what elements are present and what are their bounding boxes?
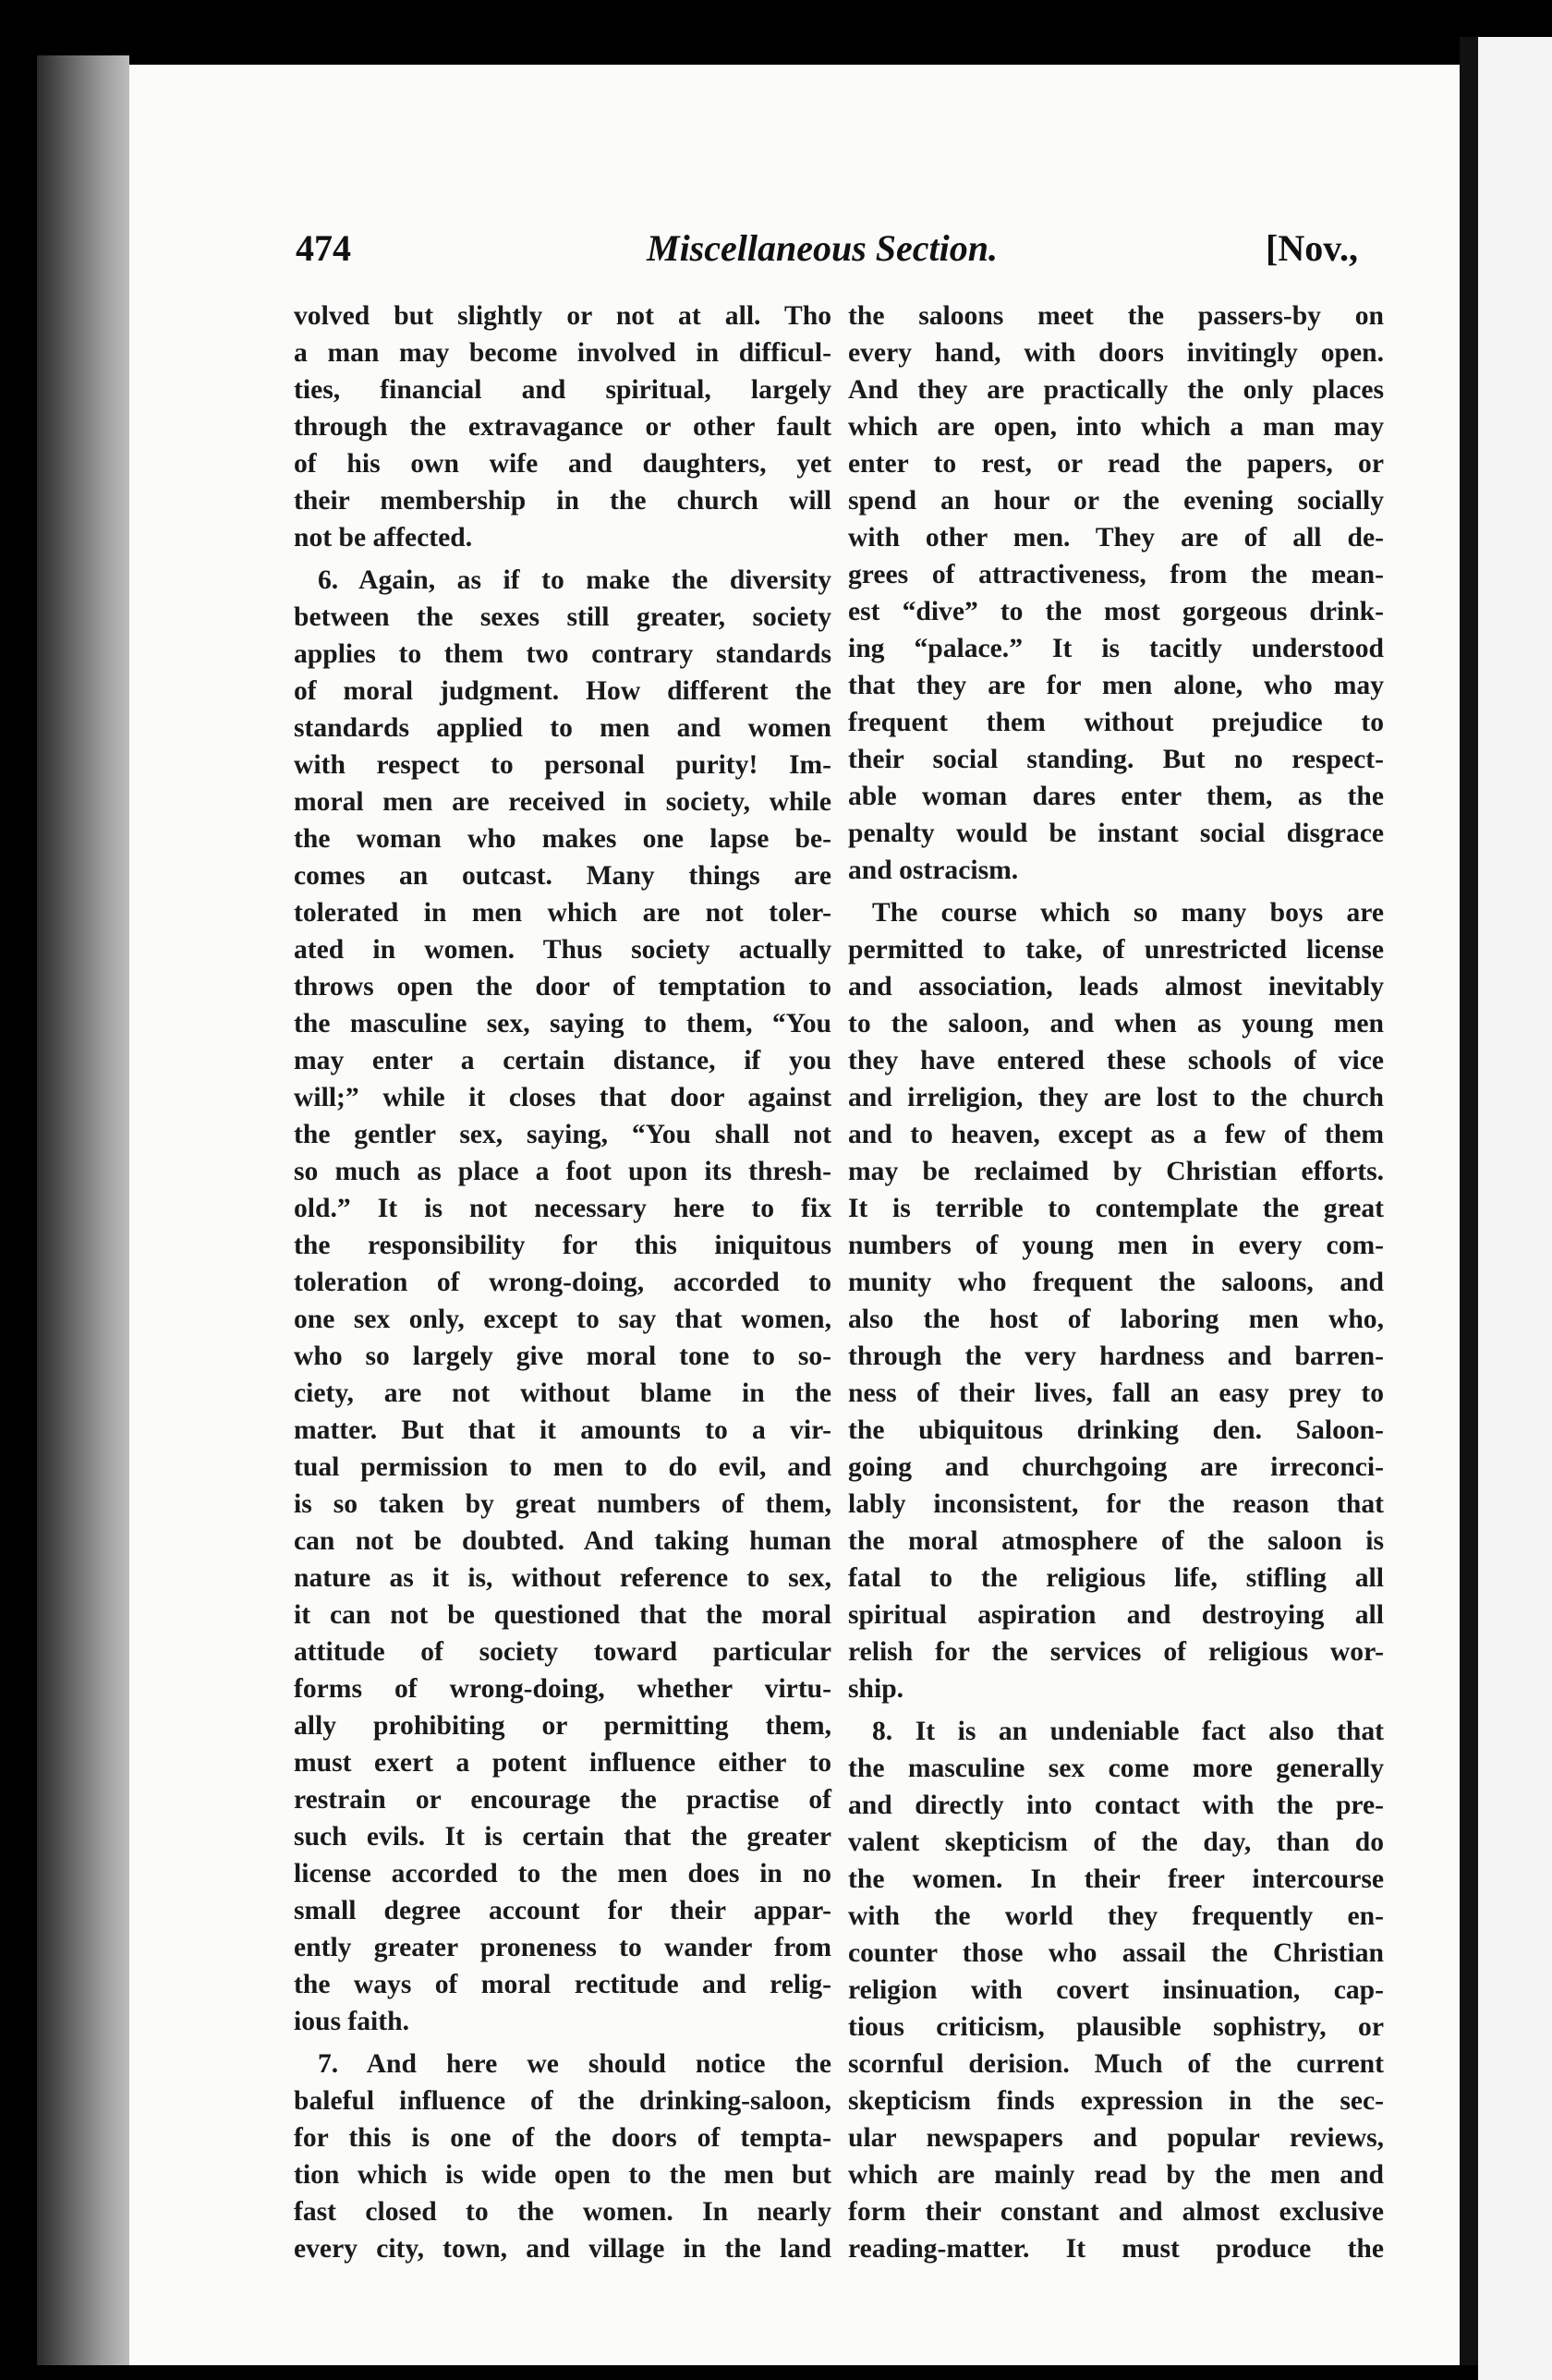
text-line: old.” It is not necessary here to fix	[294, 1194, 831, 1223]
text-line: may enter a certain distance, if you	[294, 1046, 831, 1075]
text-line: the women. In their freer intercourse	[848, 1864, 1384, 1894]
text-line: to the saloon, and when as young men	[848, 1009, 1384, 1038]
text-line: ious faith.	[294, 2007, 409, 2036]
text-line: ently greater proneness to wander from	[294, 1933, 831, 1962]
left-text-column	[294, 298, 831, 2267]
text-line: not be affected.	[294, 523, 473, 552]
text-line: tious criticism, plausible sophistry, or	[848, 2012, 1384, 2042]
text-line: penalty would be instant social disgrace	[848, 819, 1384, 848]
text-line: their social standing. But no respect-	[848, 745, 1384, 774]
text-line: with other men. They are of all de-	[848, 523, 1384, 552]
text-line: grees of attractiveness, from the mean-	[848, 560, 1384, 589]
text-line: the saloons meet the passers-by on	[848, 301, 1384, 331]
text-line: scornful derision. Much of the current	[848, 2049, 1384, 2079]
text-line: also the host of laboring men who,	[848, 1305, 1384, 1334]
text-line: going and churchgoing are irreconci-	[848, 1452, 1384, 1482]
text-line: form their constant and almost exclusive	[848, 2197, 1384, 2227]
text-line: applies to them two contrary standards	[294, 639, 831, 669]
text-line: with the world they frequently en-	[848, 1901, 1384, 1931]
text-line: the responsibility for this iniquitous	[294, 1231, 831, 1260]
text-line: of his own wife and daughters, yet	[294, 449, 831, 479]
text-line: spiritual aspiration and destroying all	[848, 1600, 1384, 1630]
text-line: skepticism finds expression in the sec-	[848, 2086, 1384, 2116]
text-line: standards applied to men and women	[294, 713, 831, 743]
text-line: relish for the services of religious wor-	[848, 1637, 1384, 1667]
text-line: the masculine sex, saying to them, “You	[294, 1009, 831, 1038]
text-line: tolerated in men which are not toler-	[294, 898, 831, 928]
text-line: through the very hardness and barren-	[848, 1342, 1384, 1371]
text-line: ciety, are not without blame in the	[294, 1378, 831, 1408]
text-line: which are mainly read by the men and	[848, 2160, 1384, 2190]
text-line: can not be doubted. And taking human	[294, 1526, 831, 1556]
text-line: attitude of society toward particular	[294, 1637, 831, 1667]
text-line: comes an outcast. Many things are	[294, 861, 831, 891]
page-number: 474	[296, 227, 351, 269]
text-line: baleful influence of the drinking-saloon,	[294, 2086, 831, 2116]
text-line: able woman dares enter them, as the	[848, 782, 1384, 811]
text-line: spend an hour or the evening socially	[848, 486, 1384, 516]
text-line: ship.	[848, 1674, 904, 1704]
text-line: the moral atmosphere of the saloon is	[848, 1526, 1384, 1556]
text-line: the gentler sex, saying, “You shall not	[294, 1120, 831, 1149]
text-line: frequent them without prejudice to	[848, 708, 1384, 737]
text-line: permitted to take, of unrestricted license	[848, 935, 1384, 965]
text-line: volved but slightly or not at all. Tho	[294, 301, 831, 331]
text-line: and to heaven, except as a few of them	[848, 1120, 1384, 1149]
text-line: ally prohibiting or permitting them,	[294, 1711, 831, 1741]
text-line: every hand, with doors invitingly open.	[848, 338, 1384, 368]
text-line: ties, financial and spiritual, largely	[294, 375, 831, 405]
text-line: matter. But that it amounts to a vir-	[294, 1415, 831, 1445]
text-line: enter to rest, or read the papers, or	[848, 449, 1384, 479]
text-line: tion which is wide open to the men but	[294, 2160, 831, 2190]
text-line: will;” while it closes that door against	[294, 1083, 831, 1112]
text-line: for this is one of the doors of tempta-	[294, 2123, 831, 2153]
text-line: religion with covert insinuation, cap-	[848, 1975, 1384, 2005]
text-line: forms of wrong-doing, whether virtu-	[294, 1674, 831, 1704]
text-line: fast closed to the women. In nearly	[294, 2197, 831, 2227]
text-line: through the extravagance or other fault	[294, 412, 831, 442]
text-line: the woman who makes one lapse be-	[294, 824, 831, 854]
text-line: moral men are received in society, while	[294, 787, 831, 817]
text-line: tual permission to men to do evil, and	[294, 1452, 831, 1482]
text-line: est “dive” to the most gorgeous drink-	[848, 597, 1384, 626]
text-line: and irreligion, they are lost to the church	[848, 1083, 1384, 1112]
text-line: of moral judgment. How different the	[294, 676, 831, 706]
text-line: so much as place a foot upon its thresh-	[294, 1157, 831, 1186]
text-line: 6. Again, as if to make the diversity	[318, 565, 831, 595]
text-line: who so largely give moral tone to so-	[294, 1342, 831, 1371]
facing-page-edge	[1478, 37, 1552, 2380]
text-line: one sex only, except to say that women,	[294, 1305, 831, 1334]
text-line: counter those who assail the Christian	[848, 1938, 1384, 1968]
text-line: license accorded to the men does in no	[294, 1859, 831, 1888]
text-line: munity who frequent the saloons, and	[848, 1268, 1384, 1297]
text-line: and ostracism.	[848, 856, 1019, 885]
text-line: fatal to the religious life, stifling all	[848, 1563, 1384, 1593]
text-line: throws open the door of temptation to	[294, 972, 831, 1002]
text-line: ular newspapers and popular reviews,	[848, 2123, 1384, 2153]
text-line: their membership in the church will	[294, 486, 831, 516]
text-line: small degree account for their appar-	[294, 1896, 831, 1925]
text-line: every city, town, and village in the land	[294, 2234, 831, 2264]
text-line: it can not be questioned that the moral	[294, 1600, 831, 1630]
text-line: they have entered these schools of vice	[848, 1046, 1384, 1075]
text-line: that they are for men alone, who may	[848, 671, 1384, 700]
book-binding-shadow	[1460, 37, 1478, 2365]
text-line: the ubiquitous drinking den. Saloon-	[848, 1415, 1384, 1445]
text-line: 8. It is an undeniable fact also that	[872, 1717, 1384, 1746]
page-header	[296, 226, 1358, 282]
running-head: Miscellaneous Section.	[647, 227, 999, 269]
text-line: is so taken by great numbers of them,	[294, 1489, 831, 1519]
text-line: the ways of moral rectitude and relig-	[294, 1970, 831, 1999]
book-gutter	[37, 55, 129, 2365]
text-line: must exert a potent influence either to	[294, 1748, 831, 1778]
text-line: The course which so many boys are	[872, 898, 1384, 928]
text-line: which are open, into which a man may	[848, 412, 1384, 442]
text-line: and association, leads almost inevitably	[848, 972, 1384, 1002]
text-line: may be reclaimed by Christian efforts.	[848, 1157, 1384, 1186]
text-line: And they are practically the only places	[848, 375, 1384, 405]
text-line: and directly into contact with the pre-	[848, 1791, 1384, 1820]
text-line: lably inconsistent, for the reason that	[848, 1489, 1384, 1519]
issue-date: [Nov.,	[1266, 227, 1358, 269]
right-text-column	[848, 298, 1384, 2267]
text-line: ing “palace.” It is tacitly understood	[848, 634, 1384, 663]
text-line: nature as it is, without reference to sex,	[294, 1563, 831, 1593]
text-line: the masculine sex come more generally	[848, 1754, 1384, 1783]
text-line: between the sexes still greater, society	[294, 602, 831, 632]
text-line: ness of their lives, fall an easy prey to	[848, 1378, 1384, 1408]
text-line: a man may become involved in difficul-	[294, 338, 831, 368]
text-line: It is terrible to contemplate the great	[848, 1194, 1384, 1223]
text-line: 7. And here we should notice the	[318, 2049, 831, 2079]
text-line: with respect to personal purity! Im-	[294, 750, 831, 780]
text-line: restrain or encourage the practise of	[294, 1785, 831, 1815]
text-line: reading-matter. It must produce the	[848, 2234, 1384, 2264]
text-line: valent skepticism of the day, than do	[848, 1828, 1384, 1857]
text-line: toleration of wrong-doing, accorded to	[294, 1268, 831, 1297]
text-line: numbers of young men in every com-	[848, 1231, 1384, 1260]
text-line: ated in women. Thus society actually	[294, 935, 831, 965]
text-line: such evils. It is certain that the greater	[294, 1822, 831, 1852]
